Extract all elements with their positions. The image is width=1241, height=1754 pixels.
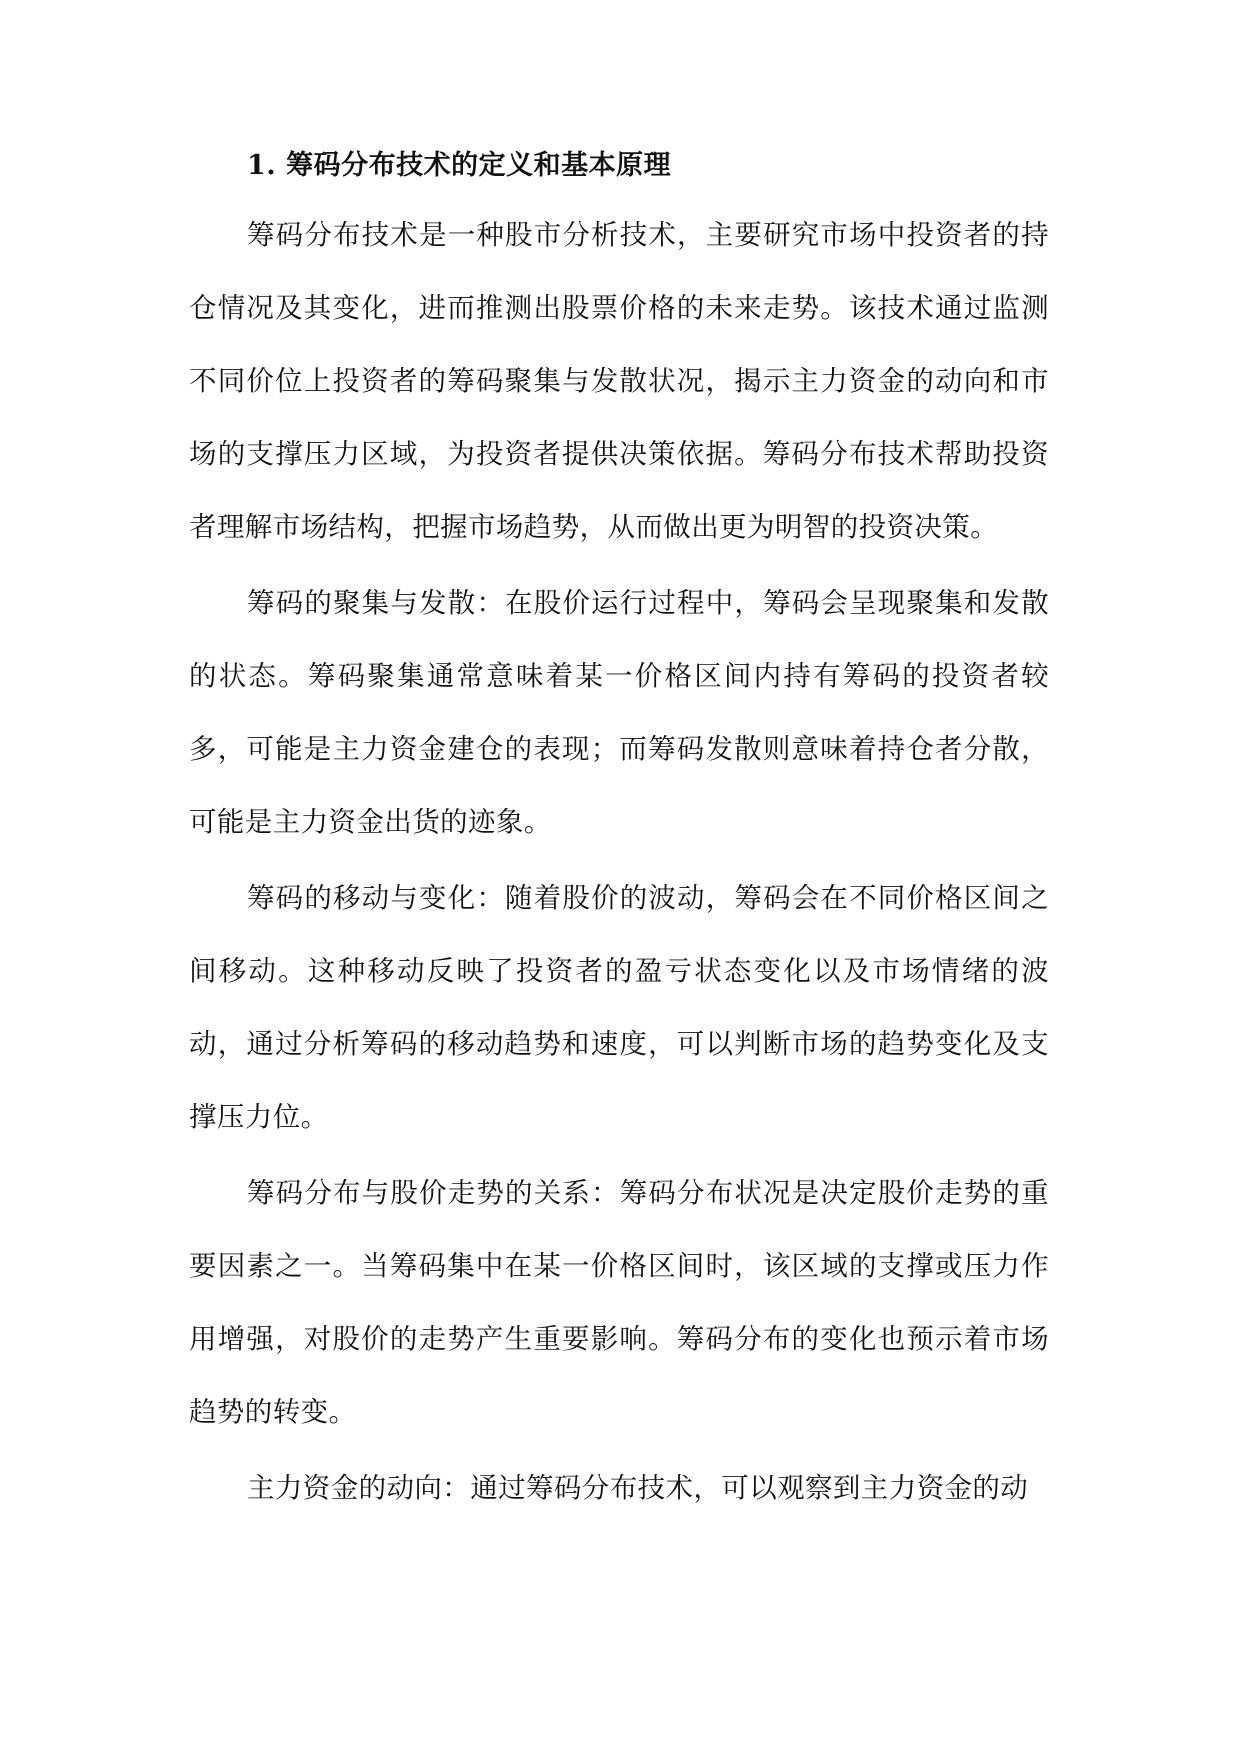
paragraph-definition: 筹码分布技术是一种股市分析技术，主要研究市场中投资者的持仓情况及其变化，进而推测出股票价格的未来走势。该技术通过监测不同价位上投资者的筹码聚集与发散状况，揭示主力资金的动向和市场的支撑压力区域，为投资者提供决策依据。筹码分布技术帮助投资者理解市场结构，把握市场趋势，从而做出更为明智的投资决策。	[189, 219, 1049, 543]
paragraph-movement-change: 筹码的移动与变化：随着股价的波动，筹码会在不同价格区间之间移动。这种移动反映了投资者的盈亏状态变化以及市场情绪的波动，通过分析筹码的移动趋势和速度，可以判断市场的趋势变化及支撑压力位。	[189, 882, 1049, 1133]
paragraph-main-capital: 主力资金的动向：通过筹码分布技术，可以观察到主力资金的动	[247, 1472, 1029, 1504]
section-heading: 1. 筹码分布技术的定义和基本原理	[247, 150, 672, 181]
paragraph-aggregation-dispersion: 筹码的聚集与发散：在股价运行过程中，筹码会呈现聚集和发散的状态。筹码聚集通常意味着某一价格区间内持有筹码的投资者较多，可能是主力资金建仓的表现；而筹码发散则意味着持仓者分散，可能是主力资金出货的迹象。	[189, 587, 1049, 838]
document-body	[189, 141, 1049, 1528]
paragraph-price-relationship: 筹码分布与股价走势的关系：筹码分布状况是决定股价走势的重要因素之一。当筹码集中在某一价格区间时，该区域的支撑或压力作用增强，对股价的走势产生重要影响。筹码分布的变化也预示着市场趋势的转变。	[189, 1177, 1049, 1428]
